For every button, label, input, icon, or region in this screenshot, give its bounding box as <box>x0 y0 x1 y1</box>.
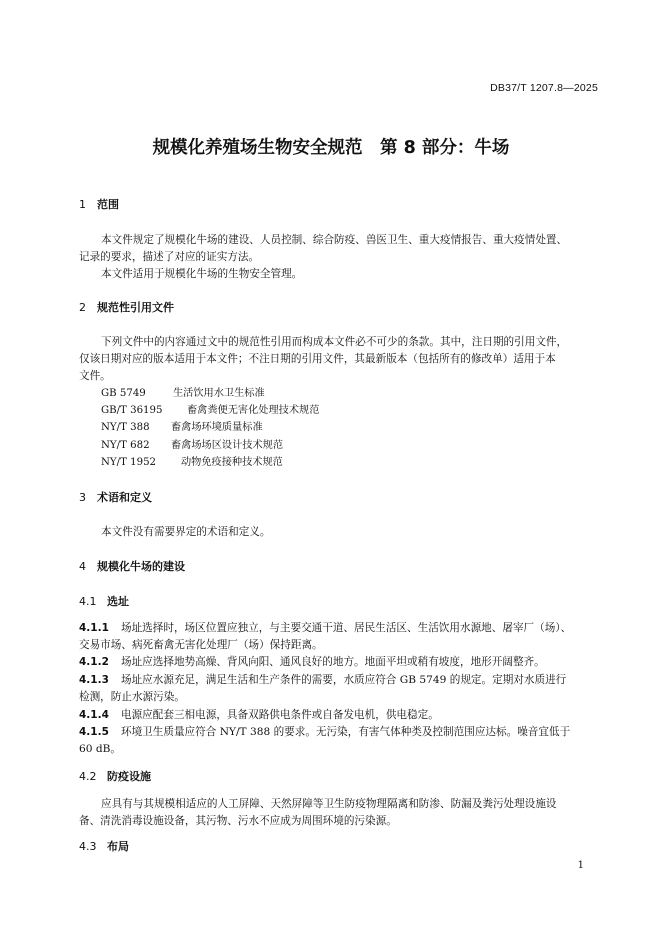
reference-item <box>101 385 265 403</box>
clause-number: 4.1.3 <box>79 674 109 686</box>
section-3-heading <box>79 489 152 505</box>
reference-item <box>101 437 283 455</box>
clause-text: 环境卫生质量应符合 NY/T 388 的要求。无污染，有害气体种类及控制范围应达标。噪音宜低于 <box>121 726 571 738</box>
reference-item <box>101 402 319 420</box>
page-number: 1 <box>577 860 584 871</box>
paragraph-line: 仅该日期对应的版本适用于本文件；不注日期的引用文件，其最新版本（包括所有的修改单）适用于本 <box>79 353 556 365</box>
section-2-heading <box>79 299 174 315</box>
section-1-heading <box>79 196 119 212</box>
subsection-4-2-heading <box>79 768 151 784</box>
section-number: 3 <box>79 491 86 504</box>
subsection-title: 防疫设施 <box>107 770 151 783</box>
section-title: 术语和定义 <box>97 491 152 504</box>
paragraph-line: 本文件没有需要界定的术语和定义。 <box>101 526 271 538</box>
subsection-title: 布局 <box>107 840 129 853</box>
reference-code: NY/T 1952 <box>101 457 157 468</box>
paragraph-line: 本文件适用于规模化牛场的生物安全管理。 <box>101 268 303 280</box>
paragraph-line: 下列文件中的内容通过文中的规范性引用而构成本文件必不可少的条款。其中，注日期的引用文件， <box>101 336 568 348</box>
clause-text: 场址选择时，场区位置应独立，与主要交通干道、居民生活区、生活饮用水源地、屠宰厂（场）、 <box>121 622 572 634</box>
paragraph-line: 应具有与其规模相适应的人工屏障、天然屏障等卫生防疫物理隔离和防渗、防漏及粪污处理设施设 <box>101 798 557 810</box>
reference-title: 畜禽场场区设计技术规范 <box>171 440 284 451</box>
paragraph-line: 记录的要求，描述了对应的证实方法。 <box>79 251 260 263</box>
section-title: 范围 <box>97 198 119 211</box>
clause-text: 电源应配套三相电源，具备双路供电条件或自备发电机，供电稳定。 <box>121 709 439 721</box>
clause-text: 场址应选择地势高燥、背风向阳、通风良好的地方。地面平坦或稍有坡度，地形开阔整齐。 <box>121 656 545 668</box>
paragraph-line: 备、清洗消毒设施设备，其污物、污水不应成为周围环境的污染源。 <box>79 815 397 827</box>
reference-code: NY/T 682 <box>101 440 150 451</box>
reference-code: GB/T 36195 <box>101 405 163 416</box>
reference-item <box>101 454 283 472</box>
paragraph-line: 检测，防止水源污染。 <box>79 691 185 703</box>
subsection-4-3-heading <box>79 838 129 854</box>
section-number: 4 <box>79 560 86 573</box>
clause-text: 场址应水源充足，满足生活和生产条件的需要，水质应符合 GB 5749 的规定。定期对水质进行 <box>121 674 567 686</box>
section-number: 1 <box>79 198 86 211</box>
reference-title: 畜禽粪便无害化处理技术规范 <box>187 405 320 416</box>
document-code: DB37/T 1207.8—2025 <box>490 82 598 94</box>
paragraph-line: 交易市场、病死畜禽无害化处理厂（场）保持距离。 <box>79 639 323 651</box>
reference-code: GB 5749 <box>101 388 146 399</box>
clause-number: 4.1.2 <box>79 656 109 668</box>
subsection-number: 4.1 <box>79 595 97 608</box>
section-number: 2 <box>79 301 86 314</box>
subsection-number: 4.3 <box>79 840 97 853</box>
clause-number: 4.1.1 <box>79 622 109 634</box>
reference-title: 动物免疫接种技术规范 <box>181 457 283 468</box>
clause-4-1-3 <box>79 671 566 689</box>
section-title: 规范性引用文件 <box>97 301 174 314</box>
reference-item <box>101 419 263 437</box>
subsection-number: 4.2 <box>79 770 97 783</box>
clause-number: 4.1.4 <box>79 709 109 721</box>
subsection-4-1-heading <box>79 593 129 609</box>
paragraph-line: 本文件规定了规模化牛场的建设、人员控制、综合防疫、兽医卫生、重大疫情报告、重大疫情处置、 <box>101 234 568 246</box>
paragraph-line: 60 dB。 <box>79 743 122 755</box>
section-title: 规模化牛场的建设 <box>97 560 185 573</box>
reference-title: 畜禽场环境质量标准 <box>171 422 263 433</box>
reference-title: 生活饮用水卫生标准 <box>173 388 265 399</box>
document-title: 规模化养殖场生物安全规范 第 8 部分：牛场 <box>152 138 510 158</box>
clause-4-1-4 <box>79 706 439 724</box>
subsection-title: 选址 <box>107 595 129 608</box>
clause-4-1-2 <box>79 653 545 671</box>
clause-4-1-5 <box>79 723 570 741</box>
clause-4-1-1 <box>79 619 571 637</box>
paragraph-line: 文件。 <box>79 370 111 382</box>
section-4-heading <box>79 558 185 574</box>
reference-code: NY/T 388 <box>101 422 150 433</box>
clause-number: 4.1.5 <box>79 726 109 738</box>
